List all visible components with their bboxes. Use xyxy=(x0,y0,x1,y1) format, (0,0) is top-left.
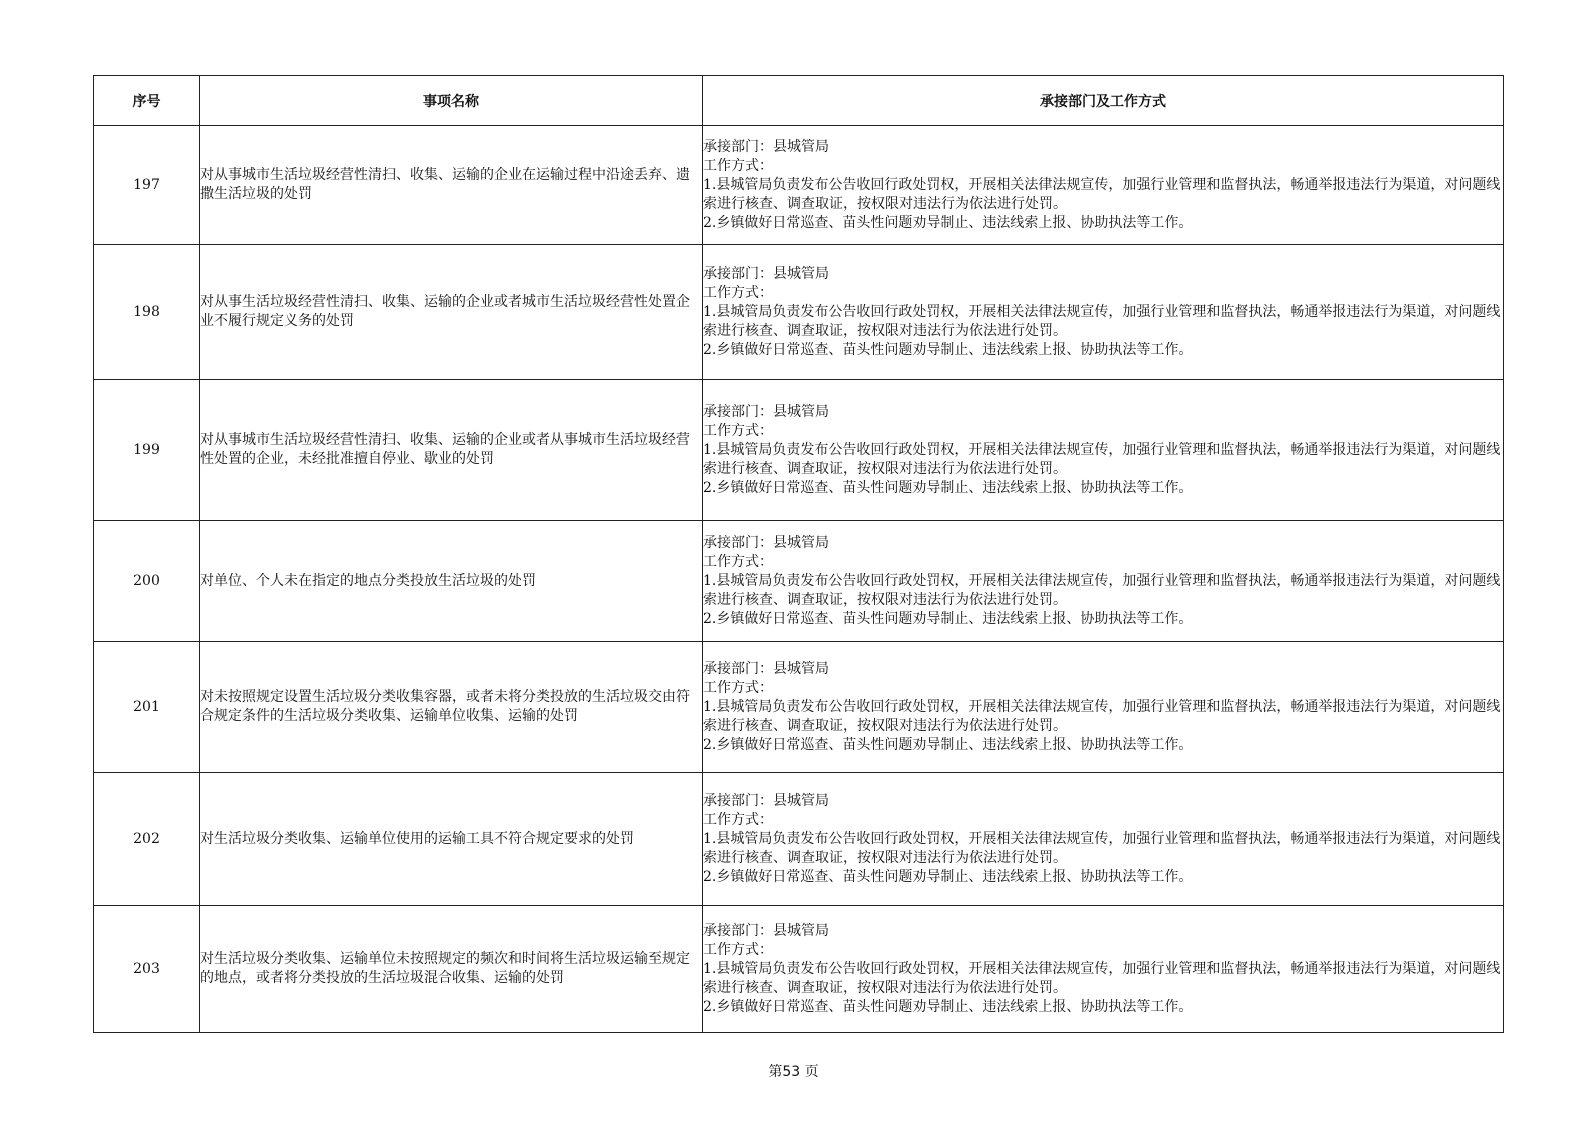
row-seq: 199 xyxy=(94,380,200,521)
row-dept-method xyxy=(703,380,1504,521)
dept-line-item-2: 2.乡镇做好日常巡查、苗头性问题劝导制止、违法线索上报、协助执法等工作。 xyxy=(703,214,1193,231)
dept-line-item-1: 1.县城管局负责发布公告收回行政处罚权，开展相关法律法规宣传，加强行业管理和监督执法，畅通举报违法行为渠道，对问题线索进行核查、调查取证，按权限对违法行为依法进行处罚。 xyxy=(703,572,1501,608)
table-row xyxy=(94,380,1504,521)
row-dept-method xyxy=(703,642,1504,773)
table-row xyxy=(94,126,1504,245)
dept-line-item-1: 1.县城管局负责发布公告收回行政处罚权，开展相关法律法规宣传，加强行业管理和监督执法，畅通举报违法行为渠道，对问题线索进行核查、调查取证，按权限对违法行为依法进行处罚。 xyxy=(703,303,1501,339)
table-row xyxy=(94,906,1504,1033)
row-matter-name: 对从事城市生活垃圾经营性清扫、收集、运输的企业或者从事城市生活垃圾经营性处置的企业，未经批准擅自停业、歇业的处罚 xyxy=(200,380,703,521)
row-dept-method xyxy=(703,245,1504,380)
row-seq: 198 xyxy=(94,245,200,380)
dept-line-item-1: 1.县城管局负责发布公告收回行政处罚权，开展相关法律法规宣传，加强行业管理和监督执法，畅通举报违法行为渠道，对问题线索进行核查、调查取证，按权限对违法行为依法进行处罚。 xyxy=(703,441,1501,477)
dept-line-item-1: 1.县城管局负责发布公告收回行政处罚权，开展相关法律法规宣传，加强行业管理和监督执法，畅通举报违法行为渠道，对问题线索进行核查、调查取证，按权限对违法行为依法进行处罚。 xyxy=(703,176,1501,212)
dept-line-item-2: 2.乡镇做好日常巡查、苗头性问题劝导制止、违法线索上报、协助执法等工作。 xyxy=(703,868,1193,885)
row-matter-name: 对生活垃圾分类收集、运输单位使用的运输工具不符合规定要求的处罚 xyxy=(200,773,703,906)
dept-line-item-2: 2.乡镇做好日常巡查、苗头性问题劝导制止、违法线索上报、协助执法等工作。 xyxy=(703,736,1193,753)
row-seq: 197 xyxy=(94,126,200,245)
header-seq: 序号 xyxy=(94,76,200,126)
header-row xyxy=(94,76,1504,126)
row-seq: 202 xyxy=(94,773,200,906)
dept-line-unit: 承接部门：县城管局 xyxy=(703,792,829,809)
row-seq: 203 xyxy=(94,906,200,1033)
row-matter-name: 对从事生活垃圾经营性清扫、收集、运输的企业或者城市生活垃圾经营性处置企业不履行规定义务的处罚 xyxy=(200,245,703,380)
dept-line-item-1: 1.县城管局负责发布公告收回行政处罚权，开展相关法律法规宣传，加强行业管理和监督执法，畅通举报违法行为渠道，对问题线索进行核查、调查取证，按权限对违法行为依法进行处罚。 xyxy=(703,960,1501,996)
row-matter-name: 对未按照规定设置生活垃圾分类收集容器，或者未将分类投放的生活垃圾交由符合规定条件的生活垃圾分类收集、运输单位收集、运输的处罚 xyxy=(200,642,703,773)
header-name: 事项名称 xyxy=(200,76,703,126)
dept-line-unit: 承接部门：县城管局 xyxy=(703,660,829,677)
dept-line-unit: 承接部门：县城管局 xyxy=(703,534,829,551)
row-matter-name: 对单位、个人未在指定的地点分类投放生活垃圾的处罚 xyxy=(200,521,703,642)
dept-line-unit: 承接部门：县城管局 xyxy=(703,403,829,420)
dept-line-method-label: 工作方式： xyxy=(703,941,773,958)
dept-line-unit: 承接部门：县城管局 xyxy=(703,922,829,939)
page-number: 第53 页 xyxy=(768,1064,819,1080)
dept-line-item-1: 1.县城管局负责发布公告收回行政处罚权，开展相关法律法规宣传，加强行业管理和监督执法，畅通举报违法行为渠道，对问题线索进行核查、调查取证，按权限对违法行为依法进行处罚。 xyxy=(703,830,1501,866)
dept-line-item-2: 2.乡镇做好日常巡查、苗头性问题劝导制止、违法线索上报、协助执法等工作。 xyxy=(703,479,1193,496)
dept-line-method-label: 工作方式： xyxy=(703,157,773,174)
row-dept-method xyxy=(703,126,1504,245)
row-seq: 200 xyxy=(94,521,200,642)
dept-line-method-label: 工作方式： xyxy=(703,811,773,828)
table-row xyxy=(94,245,1504,380)
dept-line-method-label: 工作方式： xyxy=(703,679,773,696)
matters-table xyxy=(93,75,1504,1033)
row-dept-method xyxy=(703,773,1504,906)
row-matter-name: 对从事城市生活垃圾经营性清扫、收集、运输的企业在运输过程中沿途丢弃、遗撒生活垃圾的处罚 xyxy=(200,126,703,245)
table-row xyxy=(94,642,1504,773)
dept-line-unit: 承接部门：县城管局 xyxy=(703,265,829,282)
row-seq: 201 xyxy=(94,642,200,773)
dept-line-item-2: 2.乡镇做好日常巡查、苗头性问题劝导制止、违法线索上报、协助执法等工作。 xyxy=(703,341,1193,358)
dept-line-method-label: 工作方式： xyxy=(703,422,773,439)
dept-line-item-2: 2.乡镇做好日常巡查、苗头性问题劝导制止、违法线索上报、协助执法等工作。 xyxy=(703,998,1193,1015)
row-dept-method xyxy=(703,906,1504,1033)
dept-line-method-label: 工作方式： xyxy=(703,284,773,301)
table-row xyxy=(94,773,1504,906)
dept-line-item-1: 1.县城管局负责发布公告收回行政处罚权，开展相关法律法规宣传，加强行业管理和监督执法，畅通举报违法行为渠道，对问题线索进行核查、调查取证，按权限对违法行为依法进行处罚。 xyxy=(703,698,1501,734)
table-row xyxy=(94,521,1504,642)
header-dept: 承接部门及工作方式 xyxy=(703,76,1504,126)
dept-line-item-2: 2.乡镇做好日常巡查、苗头性问题劝导制止、违法线索上报、协助执法等工作。 xyxy=(703,610,1193,627)
dept-line-unit: 承接部门：县城管局 xyxy=(703,138,829,155)
row-matter-name: 对生活垃圾分类收集、运输单位未按照规定的频次和时间将生活垃圾运输至规定的地点，或者将分类投放的生活垃圾混合收集、运输的处罚 xyxy=(200,906,703,1033)
dept-line-method-label: 工作方式： xyxy=(703,553,773,570)
row-dept-method xyxy=(703,521,1504,642)
